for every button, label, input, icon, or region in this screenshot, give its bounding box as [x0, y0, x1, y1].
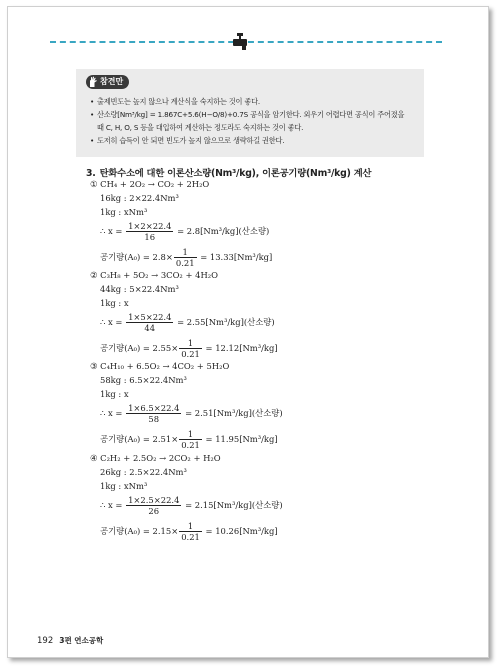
ratio-text: 16kg : 2×22.4Nm³: [100, 193, 179, 203]
mass-ratio-line: [100, 374, 187, 386]
calc-result: = 13.33[Nm³/kg]: [200, 252, 273, 262]
oxygen-calc-line: [100, 403, 283, 424]
fraction-numerator: 1: [179, 521, 202, 532]
reaction-text: ② C₃H₈ + 5O₂ → 3CO₂ + 4H₂O: [90, 270, 218, 280]
unit-ratio-line: [100, 480, 147, 492]
ratio-text: 1kg : xNm³: [100, 481, 148, 491]
calc-prefix: ∴ x =: [100, 408, 123, 418]
ratio-text: 1kg : x: [100, 389, 129, 399]
reaction-text: ④ C₂H₂ + 2.5O₂ → 2CO₂ + H₂O: [90, 453, 221, 463]
air-calc-line: [100, 247, 272, 268]
unit-ratio-line: [100, 206, 147, 218]
reaction-equation: [90, 178, 209, 190]
unit-ratio-line: [100, 388, 129, 400]
hand-icon: [88, 76, 98, 88]
tip-item: • 산소량[Nm³/kg] = 1.867C+5.6(H−O/8)+0.7S 공식을 암기한다. 외우기 어렵다면 공식이 주어졌을: [90, 108, 420, 121]
tip-item-continuation: 때 C, H, O, S 등을 대입하여 계산하는 정도라도 숙지하는 것이 좋다.: [97, 123, 304, 132]
fraction-numerator: 1: [179, 429, 202, 440]
ratio-text: 44kg : 5×22.4Nm³: [100, 284, 179, 294]
oxygen-calc-line: [100, 312, 275, 333]
calc-prefix: 공기량(A₀) = 2.55×: [100, 343, 179, 353]
fraction-denominator: 0.21: [175, 258, 195, 268]
air-calc-line: [100, 521, 278, 542]
tip-badge: [86, 75, 129, 89]
tip-item: • 출제빈도는 높지 않으나 계산식을 숙지하는 것이 좋다.: [90, 95, 420, 108]
reaction-equation: [90, 452, 221, 464]
fraction-denominator: 0.21: [181, 532, 200, 542]
calc-prefix: 공기량(A₀) = 2.8×: [100, 252, 173, 262]
calc-result: = 2.8[Nm³/kg](산소량): [177, 226, 270, 236]
fraction: [174, 247, 197, 268]
calc-result: = 10.26[Nm³/kg]: [205, 526, 278, 536]
heading-text: 탄화수소에 대한 이론산소량(Nm³/kg), 이론공기량(Nm³/kg) 계산: [99, 168, 372, 179]
fraction-denominator: 26: [148, 506, 160, 516]
ratio-text: 1kg : xNm³: [100, 207, 148, 217]
fraction-numerator: 1×6.5×22.4: [128, 403, 180, 413]
calc-result: = 12.12[Nm³/kg]: [205, 343, 278, 353]
calc-prefix: ∴ x =: [100, 226, 123, 236]
fraction-denominator: 58: [148, 414, 160, 424]
unit-ratio-line: [100, 297, 129, 309]
calc-prefix: 공기량(A₀) = 2.15×: [100, 526, 179, 536]
reaction-text: ③ C₄H₁₀ + 6.5O₂ → 4CO₂ + 5H₂O: [90, 361, 230, 371]
page-number: 192: [37, 636, 54, 646]
fraction-numerator: 1: [174, 247, 197, 258]
tip-item: • 도저히 습득이 안 되면 빈도가 높지 않으므로 생략하길 권한다.: [90, 134, 420, 147]
fraction: [179, 338, 202, 359]
document-page: [7, 6, 489, 658]
heading-number: 3.: [86, 168, 96, 179]
calc-result: = 11.95[Nm³/kg]: [205, 434, 278, 444]
calc-result: = 2.51[Nm³/kg](산소량): [185, 408, 283, 418]
fraction-denominator: 0.21: [181, 349, 200, 359]
tip-box: [76, 69, 424, 157]
ratio-text: 58kg : 6.5×22.4Nm³: [100, 375, 187, 385]
fraction-numerator: 1×2×22.4: [128, 221, 172, 231]
fraction: [179, 429, 202, 450]
faucet-icon: [232, 33, 248, 51]
mass-ratio-line: [100, 466, 187, 478]
ratio-text: 26kg : 2.5×22.4Nm³: [100, 467, 187, 477]
fraction: [126, 403, 181, 424]
chapter-title: 3편 연소공학: [59, 636, 104, 645]
fraction-denominator: 0.21: [181, 440, 200, 450]
ratio-text: 1kg : x: [100, 298, 129, 308]
fraction-numerator: 1×2.5×22.4: [128, 495, 180, 505]
fraction: [126, 312, 173, 333]
calc-result: = 2.55[Nm³/kg](산소량): [177, 317, 275, 327]
section-heading: [86, 165, 371, 179]
calc-prefix: ∴ x =: [100, 317, 123, 327]
fraction-denominator: 44: [144, 323, 156, 333]
oxygen-calc-line: [100, 221, 269, 242]
fraction-numerator: 1×5×22.4: [128, 312, 172, 322]
reaction-text: ① CH₄ + 2O₂ → CO₂ + 2H₂O: [90, 179, 210, 189]
calc-prefix: ∴ x =: [100, 500, 123, 510]
air-calc-line: [100, 429, 278, 450]
mass-ratio-line: [100, 283, 179, 295]
reaction-equation: [90, 360, 229, 372]
tip-list: [90, 95, 420, 147]
fraction: [179, 521, 202, 542]
oxygen-calc-line: [100, 495, 283, 516]
air-calc-line: [100, 338, 278, 359]
reaction-equation: [90, 269, 218, 281]
tip-badge-label: 참견만: [100, 77, 124, 86]
calc-result: = 2.15[Nm³/kg](산소량): [185, 500, 283, 510]
page-footer: [37, 635, 103, 646]
fraction-denominator: 16: [144, 232, 156, 242]
fraction: [126, 221, 173, 242]
mass-ratio-line: [100, 192, 179, 204]
calc-prefix: 공기량(A₀) = 2.51×: [100, 434, 179, 444]
fraction: [126, 495, 181, 516]
fraction-numerator: 1: [179, 338, 202, 349]
